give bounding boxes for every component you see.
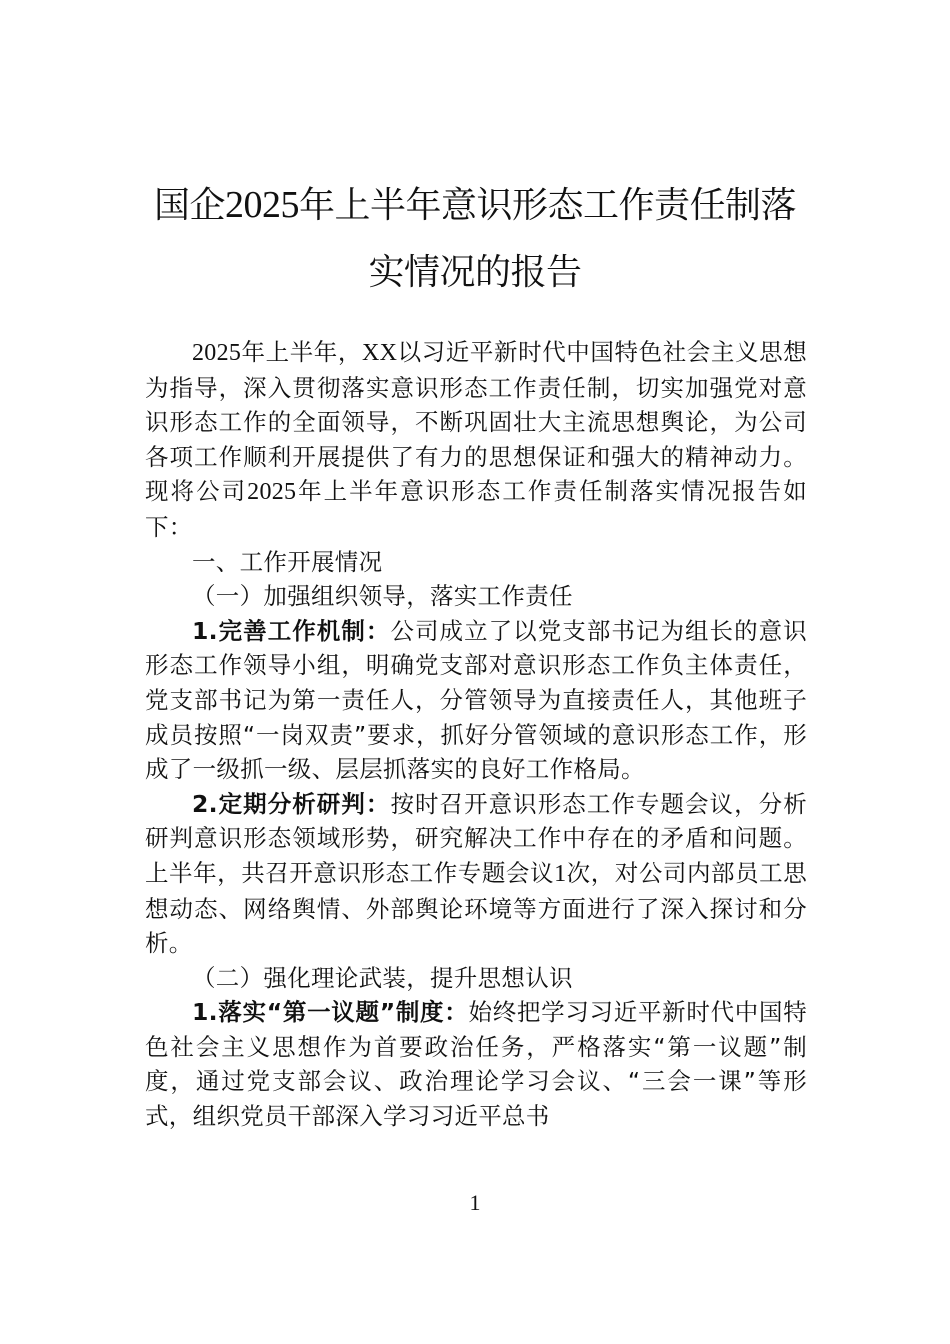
intro-paragraph <box>145 335 807 545</box>
item-label: 1.落实“第一议题”制度： <box>192 998 469 1027</box>
item-paragraph <box>145 995 807 1133</box>
item-paragraph <box>145 787 807 961</box>
subsection-heading-1: （一）加强组织领导，落实工作责任 <box>192 582 573 611</box>
item-label: 1.完善工作机制： <box>192 616 391 645</box>
item-label: 2.定期分析研判： <box>192 789 391 818</box>
year: 2025 <box>247 479 297 506</box>
title-text: 国企 <box>153 185 225 226</box>
year: 2025 <box>192 340 242 366</box>
meeting-count: 1 <box>554 860 567 887</box>
item-text: 始终把学习习近平新时代中国特色社会主义思想作为首要政治任务，严格落实“第一议题”制度，通过党支部会议、政治理论学习会议、“三会一课”等形式，组织党员干部深入学习习近平总书 <box>145 998 807 1131</box>
section-heading-1: 一、工作开展情况 <box>192 547 383 576</box>
subsection-heading-2: （二）强化理论武装，提升思想认识 <box>192 963 573 992</box>
text: 年上半年， <box>241 338 363 366</box>
page-number: 1 <box>469 1190 481 1215</box>
title-line-1 <box>140 172 810 239</box>
title-year: 2025 <box>225 184 299 226</box>
document-body <box>145 335 807 1134</box>
title-line-2: 实情况的报告 <box>368 252 582 293</box>
item-text: 按时召开意识形态工作专题会议，分析研判意识形态领域形势，研究解决工作中存在的矛盾和问题。上半年，共召开意识形态工作专题会议 <box>145 789 807 887</box>
text: 以习近平新时代中国特色社会主义思想为指导，深入贯彻落实意识形态工作责任制，切实加强党对意识形态工作的全面领导，不断巩固壮大主流思想舆论，为公司各项工作顺利开展提供了有力的思想保证和强大的精神动力。现将公司 <box>145 338 807 506</box>
item-paragraph <box>145 614 807 787</box>
item-text: 公司成立了以党支部书记为组长的意识形态工作领导小组，明确党支部对意识形态工作负主体责任，党支部书记为第一责任人，分管领导为直接责任人，其他班子成员按照“一岗双责”要求，抓好分管领域的意识形态工作，形成了一级抓一级、层层抓落实的良好工作格局。 <box>145 616 807 784</box>
text: 年上半年意识形态工作责任制落实情况报告如下： <box>145 477 808 541</box>
org-name: XX <box>362 340 398 366</box>
document-title <box>140 172 810 306</box>
item-text: 次，对公司内部员工思想动态、网络舆情、外部舆论环境等方面进行了深入探讨和分析。 <box>145 858 807 958</box>
title-text: 年上半年意识形态工作责任制落 <box>299 185 797 226</box>
